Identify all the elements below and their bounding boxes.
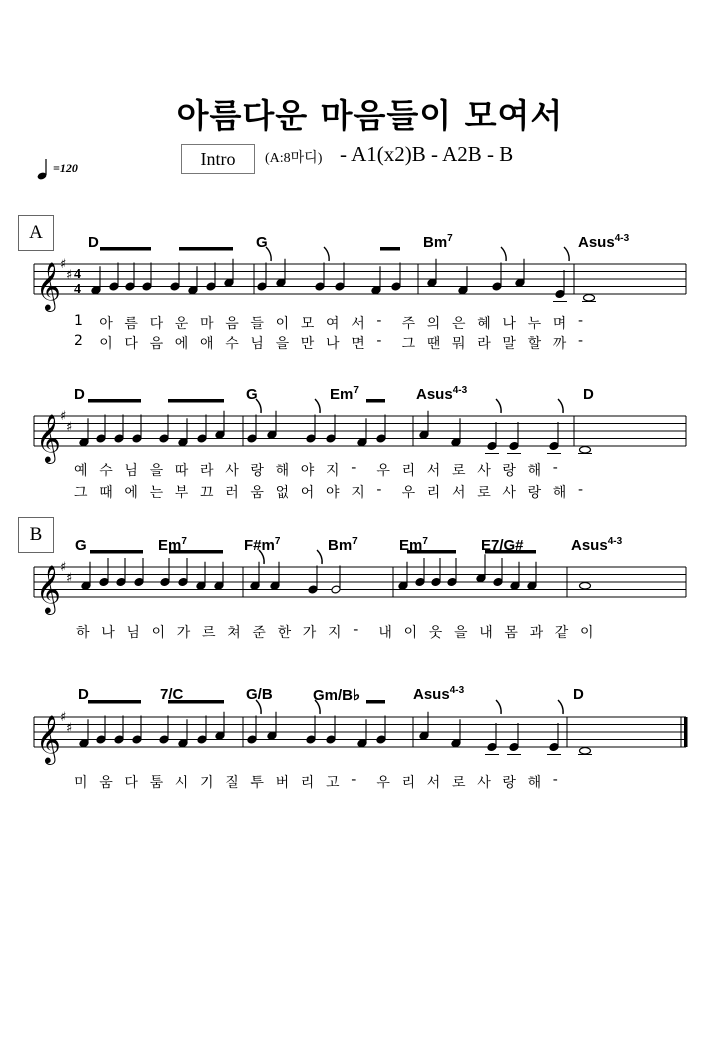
lyric-syllable: 없 <box>275 485 290 501</box>
lyric-syllable: 뭐 <box>452 336 466 352</box>
chord-symbol <box>330 386 359 403</box>
lyric-syllable: 리 <box>401 463 416 479</box>
lyric-syllable: 같 <box>554 625 569 641</box>
chord-symbol <box>571 537 622 554</box>
lyric-syllable: 서 <box>426 775 441 791</box>
chord-root: Asus <box>416 386 453 403</box>
note-flag <box>558 399 563 413</box>
lyric-syllable: 하 <box>76 625 90 641</box>
lyric-syllable: 르 <box>202 625 216 641</box>
lyric-syllable: 나 <box>101 625 115 641</box>
treble-clef-icon: 𝄞 <box>36 413 61 462</box>
lyric-syllable: 사 <box>477 775 491 791</box>
lyric-syllable: 다 <box>124 336 138 352</box>
staff-system <box>34 247 686 312</box>
lyric-syllable: - <box>351 772 357 788</box>
lyric-syllable: 이 <box>151 625 166 641</box>
lyric-syllable: 움 <box>99 775 113 791</box>
chord-extension: 4-3 <box>614 233 630 244</box>
form-section-note: (A:8마디) <box>265 151 323 166</box>
lyric-syllable: 땐 <box>426 336 441 352</box>
lyric-syllable: 과 <box>529 625 544 641</box>
chord-extension: 7 <box>181 536 187 547</box>
lyric-syllable: 혜 <box>477 316 491 332</box>
lyric-syllable: 서 <box>426 463 441 479</box>
lyric-syllable: 그 <box>74 485 88 501</box>
lyric-syllable: - <box>376 333 382 349</box>
treble-clef-icon: 𝄞 <box>36 564 61 613</box>
lyric-syllable: - <box>353 622 359 638</box>
chord-symbol <box>423 234 453 251</box>
chord-extension: 7 <box>353 385 359 396</box>
lyric-syllable: 리 <box>426 485 441 501</box>
lyric-syllable: 로 <box>452 775 466 791</box>
lyric-syllable: 우 <box>376 775 390 791</box>
chord-symbol <box>244 537 280 554</box>
chord-symbol <box>74 386 85 403</box>
chord-symbol <box>246 686 273 703</box>
chord-symbol <box>481 537 524 554</box>
chord-root: Em <box>158 537 182 554</box>
lyric-syllable: 한 <box>277 625 292 641</box>
chord-root: G <box>75 537 87 554</box>
note-beam <box>88 700 141 704</box>
lyric-syllable: 내 <box>378 625 392 641</box>
chord-symbol <box>578 234 629 251</box>
lyric-syllable: 수 <box>225 336 239 352</box>
lyric-syllable: 마 <box>200 316 214 332</box>
lyric-syllable: 라 <box>200 463 214 479</box>
chord-extension: 7 <box>352 536 358 547</box>
chord-extension: 4-3 <box>452 385 468 396</box>
chord-root: G <box>246 386 258 403</box>
lyric-syllable: 미 <box>74 775 88 791</box>
lyric-syllable: 해 <box>527 775 542 791</box>
lyric-syllable: - <box>552 772 558 788</box>
time-signature: 4 <box>74 267 81 282</box>
lyric-syllable: 다 <box>124 775 138 791</box>
lyric-syllable: 이 <box>580 625 594 641</box>
sharp-icon: ♯ <box>66 268 73 283</box>
sharp-icon: ♯ <box>66 420 73 435</box>
sharp-icon: ♯ <box>60 710 67 725</box>
chord-symbol <box>328 537 358 554</box>
lyric-syllable: - <box>578 482 584 498</box>
lyric-syllable: 그 <box>401 336 416 352</box>
lyric-syllable: 서 <box>351 316 365 332</box>
intro-box: Intro <box>181 144 255 174</box>
lyric-syllable: 지 <box>351 485 365 501</box>
lyric-syllable: 만 <box>300 336 315 352</box>
sharp-icon: ♯ <box>66 571 73 586</box>
staff-system <box>34 550 686 615</box>
note-beam <box>380 247 400 251</box>
lyric-syllable: 에 <box>124 485 138 501</box>
chord-symbol <box>583 386 594 403</box>
chord-symbol <box>88 234 99 251</box>
staff-system <box>34 399 686 464</box>
note-beam <box>366 700 385 704</box>
chord-symbol <box>158 537 187 554</box>
lyric-syllable: 해 <box>275 463 290 479</box>
lyric-syllable: 툼 <box>149 775 164 791</box>
lyric-syllable: 음 <box>225 316 239 332</box>
note-flag <box>317 550 322 564</box>
note-beam <box>100 247 151 251</box>
lyric-syllable: 라 <box>477 336 491 352</box>
lyric-syllable: 1 <box>74 313 83 329</box>
note-head <box>584 295 595 301</box>
lyric-syllable: 투 <box>250 775 264 791</box>
lyric-syllable: 웃 <box>428 625 443 641</box>
chord-symbol <box>256 234 268 251</box>
chord-root: Asus <box>413 686 450 703</box>
lyric-syllable: 랑 <box>502 775 516 791</box>
chord-root: Bm <box>423 234 448 251</box>
lyric-syllable: 여 <box>326 316 340 332</box>
chord-extension: 7 <box>274 536 281 547</box>
lyric-syllable: 다 <box>149 316 164 332</box>
lyric-syllable: 님 <box>250 336 264 352</box>
chord-root: G <box>256 234 268 251</box>
note-beam <box>90 550 143 554</box>
lyric-syllable: 움 <box>250 485 264 501</box>
chord-root: D <box>78 686 89 703</box>
chord-root: E7/G# <box>481 537 524 554</box>
note-flag <box>315 399 320 413</box>
lyric-syllable: - <box>578 333 584 349</box>
lyric-syllable: 애 <box>200 336 214 352</box>
sharp-icon: ♯ <box>60 560 67 575</box>
lyric-syllable: 서 <box>452 485 466 501</box>
chord-symbol <box>246 386 258 403</box>
chord-root: Em <box>330 386 354 403</box>
lyric-syllable: 리 <box>401 775 416 791</box>
lyric-syllable: 이 <box>403 625 418 641</box>
lyric-syllable: 우 <box>376 463 390 479</box>
lyric-syllable: 님 <box>124 463 138 479</box>
lyric-syllable: 말 <box>502 336 516 352</box>
chord-extension: 4-3 <box>449 685 465 696</box>
tempo-marking: =120 <box>53 161 78 175</box>
lyric-syllable: 름 <box>124 316 138 332</box>
lyric-syllable: 우 <box>401 485 416 501</box>
lyric-syllable: 할 <box>527 336 542 352</box>
lyric-syllable: 는 <box>149 485 164 501</box>
lyric-syllable: 로 <box>452 463 466 479</box>
note-beam <box>88 399 141 403</box>
lyric-syllable: 해 <box>552 485 567 501</box>
time-signature: 4 <box>74 282 81 297</box>
chord-extension: 7 <box>447 233 453 244</box>
lyric-syllable: 러 <box>225 485 239 501</box>
note-flag <box>496 700 501 714</box>
sharp-icon: ♯ <box>60 409 67 424</box>
lyric-syllable: 때 <box>99 485 113 501</box>
chord-symbol <box>160 686 183 703</box>
chord-root: F#m <box>244 537 275 554</box>
lyric-syllable: 며 <box>552 316 567 332</box>
section-label-a: A <box>18 215 54 251</box>
lyric-syllable: 나 <box>502 316 516 332</box>
lyric-syllable: 몸 <box>504 625 518 641</box>
lyric-syllable: 질 <box>225 775 239 791</box>
lyric-syllable: 해 <box>527 463 542 479</box>
lyric-syllable: - <box>376 482 382 498</box>
lyric-syllable: 들 <box>250 316 264 332</box>
lyric-syllable: 주 <box>401 316 416 332</box>
note-flag <box>558 700 563 714</box>
chord-root: Asus <box>571 537 608 554</box>
note-flag <box>501 247 506 261</box>
lyric-syllable: 누 <box>527 316 542 332</box>
chord-symbol <box>78 686 89 703</box>
lyric-syllable: 고 <box>326 775 340 791</box>
lyric-syllable: 랑 <box>250 463 264 479</box>
chord-symbol <box>416 386 467 403</box>
sharp-icon: ♯ <box>66 721 73 736</box>
lyric-syllable: 리 <box>300 775 315 791</box>
chord-symbol <box>75 537 87 554</box>
lyric-syllable: 야 <box>300 463 315 479</box>
chord-root: G/B <box>246 686 273 703</box>
chord-symbol <box>399 537 428 554</box>
lyric-syllable: 내 <box>479 625 493 641</box>
chord-root: Bm <box>328 537 353 554</box>
lyric-syllable: 버 <box>275 775 290 791</box>
lyric-syllable: 쳐 <box>227 625 241 641</box>
lyric-syllable: 랑 <box>502 463 516 479</box>
lyric-syllable: 끄 <box>200 485 214 501</box>
lyric-syllable: 지 <box>326 463 340 479</box>
lyric-syllable: 사 <box>477 463 491 479</box>
chord-root: Em <box>399 537 423 554</box>
chord-root: D <box>583 386 594 403</box>
sharp-icon: ♯ <box>60 257 67 272</box>
section-label-b: B <box>18 517 54 553</box>
final-barline <box>684 717 688 747</box>
note-beam <box>168 399 224 403</box>
note-flag <box>564 247 569 261</box>
chord-root: 7/C <box>160 686 184 703</box>
treble-clef-icon: 𝄞 <box>36 261 61 310</box>
lyric-syllable: 기 <box>200 775 214 791</box>
lyric-syllable: 사 <box>502 485 516 501</box>
lyric-syllable: 가 <box>176 625 191 641</box>
note-beam <box>179 247 233 251</box>
lyric-syllable: 지 <box>328 625 342 641</box>
lyric-syllable: 을 <box>275 336 290 352</box>
chord-symbol <box>313 686 360 704</box>
lyric-syllable: 부 <box>174 485 189 501</box>
note-head <box>580 583 591 589</box>
lyric-syllable: 이 <box>275 316 290 332</box>
lyric-syllable: 사 <box>225 463 239 479</box>
lyric-syllable: 2 <box>74 333 83 349</box>
chord-symbol <box>573 686 584 703</box>
lyric-syllable: 면 <box>351 336 365 352</box>
note-head <box>580 447 591 453</box>
lyric-syllable: 모 <box>300 316 315 332</box>
lyric-syllable: - <box>351 460 357 476</box>
lyric-syllable: 수 <box>99 463 113 479</box>
lyric-syllable: 어 <box>300 485 315 501</box>
chord-root: D <box>573 686 584 703</box>
chord-root: D <box>74 386 85 403</box>
chord-root: Asus <box>578 234 615 251</box>
lyric-syllable: 야 <box>326 485 340 501</box>
lyric-syllable: 운 <box>174 316 189 332</box>
note-flag <box>496 399 501 413</box>
chord-root: Gm/B♭ <box>313 687 361 704</box>
chord-root: D <box>88 234 99 251</box>
song-title: 아름다운 마음들이 모여서 <box>176 96 564 135</box>
lyric-syllable: 나 <box>326 336 340 352</box>
lyric-syllable: 로 <box>477 485 491 501</box>
lyric-syllable: - <box>578 313 584 329</box>
staff-system <box>34 700 688 765</box>
treble-clef-icon: 𝄞 <box>36 714 61 763</box>
lyric-syllable: 의 <box>426 316 441 332</box>
chord-extension: 4-3 <box>607 536 623 547</box>
lyric-syllable: - <box>376 313 382 329</box>
note-flag <box>324 247 329 261</box>
lyric-syllable: 시 <box>174 775 189 791</box>
lyric-syllable: 따 <box>174 463 189 479</box>
chord-extension: 7 <box>422 536 428 547</box>
lyric-syllable: 랑 <box>527 485 542 501</box>
form-sequence: - A1(x2)B - A2B - B <box>340 142 514 166</box>
note-head <box>580 748 591 754</box>
lyric-syllable: 을 <box>149 463 164 479</box>
lyric-syllable: 아 <box>99 316 113 332</box>
lyric-syllable: 에 <box>174 336 189 352</box>
lyric-syllable: 까 <box>552 336 567 352</box>
lyric-syllable: 음 <box>149 336 164 352</box>
lyric-syllable: 을 <box>454 625 468 641</box>
note-beam <box>366 399 385 403</box>
lyric-syllable: 예 <box>74 463 88 479</box>
lyric-syllable: 준 <box>252 625 266 641</box>
lyric-syllable: 이 <box>99 336 113 352</box>
chord-symbol <box>413 686 464 703</box>
lyric-syllable: 님 <box>126 625 140 641</box>
lyric-syllable: - <box>552 460 558 476</box>
lyric-syllable: 가 <box>302 625 317 641</box>
lyric-syllable: 은 <box>452 316 466 332</box>
